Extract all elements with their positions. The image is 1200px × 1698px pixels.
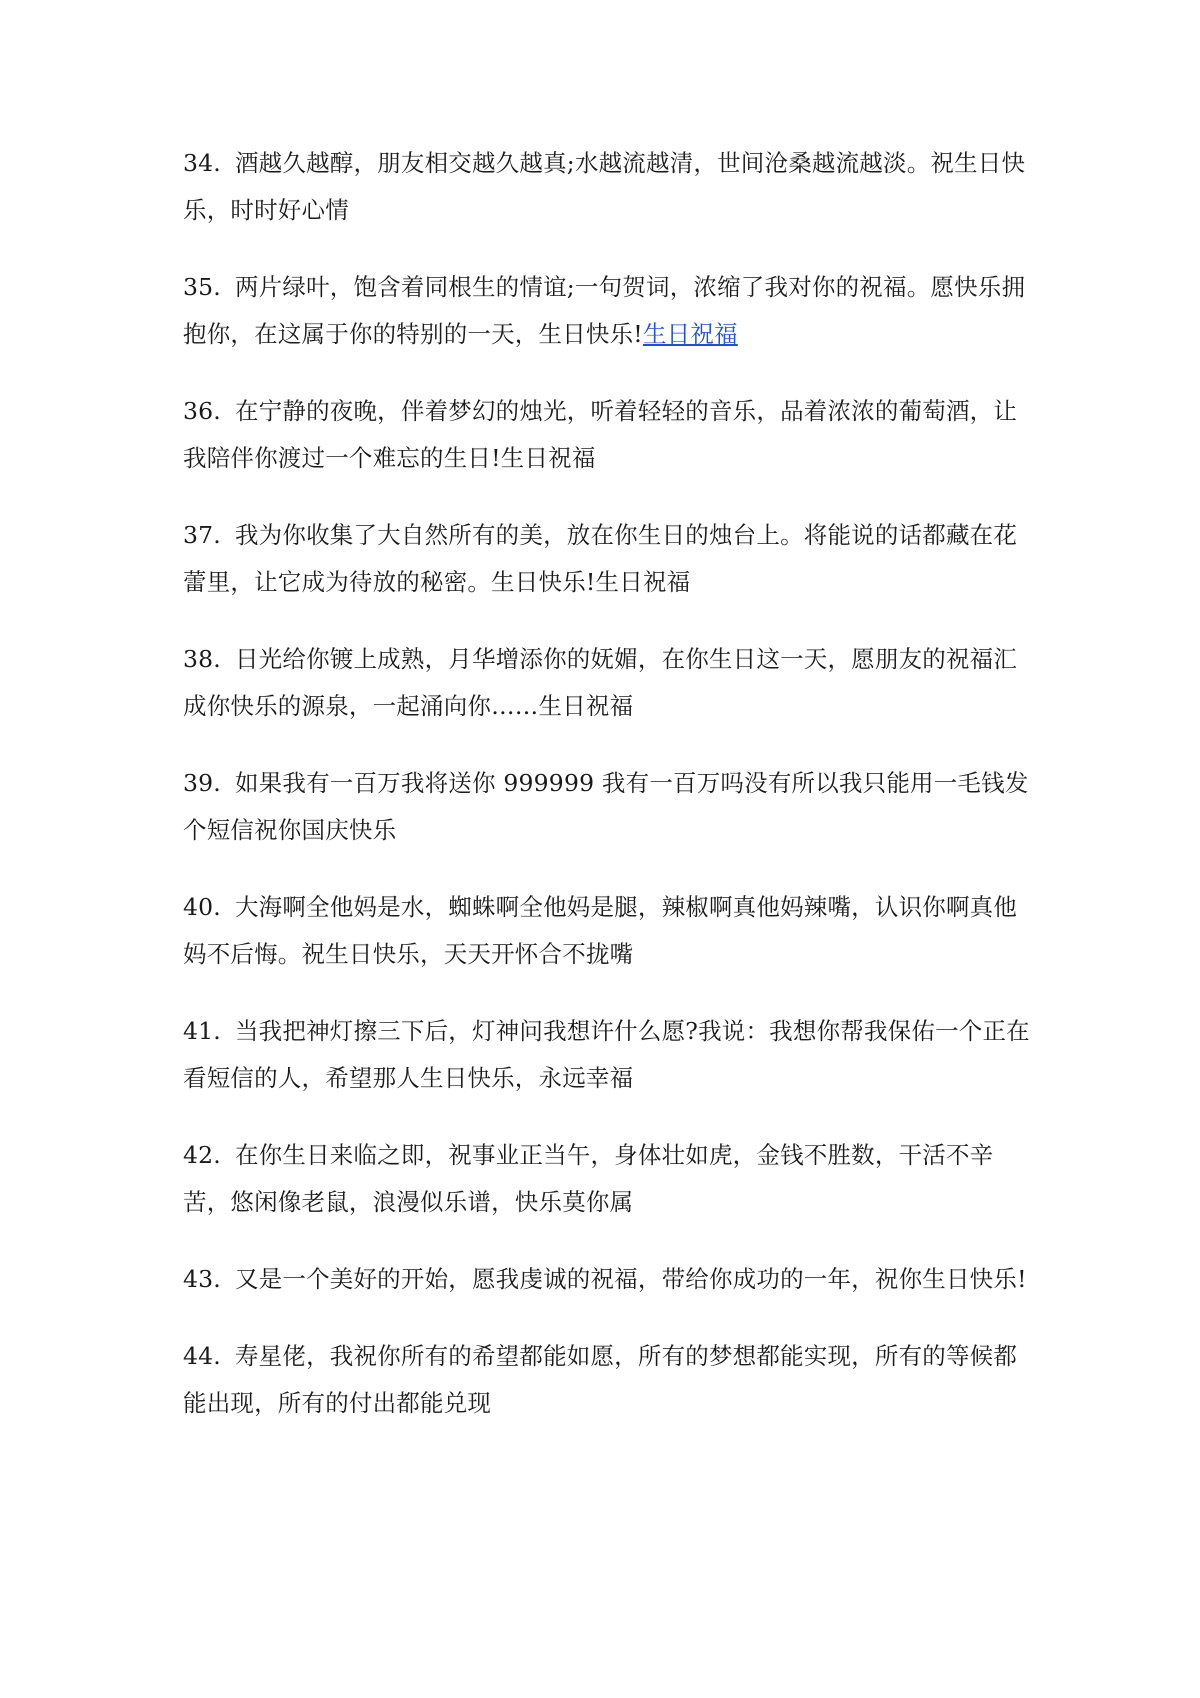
entry-number: 43. — [183, 1265, 221, 1293]
entry-number: 35. — [183, 273, 221, 301]
entry-list — [183, 140, 1033, 1457]
entry-number: 36. — [183, 397, 221, 425]
birthday-wishes-link[interactable]: 生日祝福 — [642, 320, 738, 348]
entry-text: 如果我有一百万我将送你 999999 我有一百万吗没有所以我只能用一毛钱发个短信祝你国庆快乐 — [183, 769, 1029, 844]
entry-number: 38. — [183, 645, 221, 673]
entry-text: 当我把神灯擦三下后，灯神问我想许什么愿?我说：我想你帮我保佑一个正在看短信的人，希望那人生日快乐，永远幸福 — [183, 1017, 1030, 1092]
entry-number: 44. — [183, 1342, 221, 1370]
list-item — [183, 760, 1033, 854]
list-item — [183, 1256, 1033, 1303]
entry-text: 两片绿叶，饱含着同根生的情谊;一句贺词，浓缩了我对你的祝福。愿快乐拥抱你，在这属于你的特别的一天，生日快乐! — [183, 273, 1026, 348]
list-item — [183, 1333, 1033, 1427]
entry-text: 酒越久越醇，朋友相交越久越真;水越流越清，世间沧桑越流越淡。祝生日快乐，时时好心情 — [183, 149, 1026, 224]
entry-number: 41. — [183, 1017, 221, 1045]
list-item — [183, 264, 1033, 358]
entry-text: 在你生日来临之即，祝事业正当午，身体壮如虎，金钱不胜数，干活不辛苦，悠闲像老鼠，浪漫似乐谱，快乐莫你属 — [183, 1141, 994, 1216]
list-item — [183, 388, 1033, 482]
entry-number: 40. — [183, 893, 221, 921]
entry-text: 寿星佬，我祝你所有的希望都能如愿，所有的梦想都能实现，所有的等候都能出现，所有的付出都能兑现 — [183, 1342, 1018, 1417]
entry-number: 37. — [183, 521, 221, 549]
list-item — [183, 512, 1033, 606]
entry-text: 我为你收集了大自然所有的美，放在你生日的烛台上。将能说的话都藏在花蕾里，让它成为待放的秘密。生日快乐!生日祝福 — [183, 521, 1018, 596]
entry-text: 在宁静的夜晚，伴着梦幻的烛光，听着轻轻的音乐，品着浓浓的葡萄酒，让我陪伴你渡过一个难忘的生日!生日祝福 — [183, 397, 1018, 472]
entry-number: 39. — [183, 769, 221, 797]
entry-number: 42. — [183, 1141, 221, 1169]
entry-text: 日光给你镀上成熟，月华增添你的妩媚，在你生日这一天，愿朋友的祝福汇成你快乐的源泉，一起涌向你……生日祝福 — [183, 645, 1018, 720]
list-item — [183, 636, 1033, 730]
entry-text: 大海啊全他妈是水，蜘蛛啊全他妈是腿，辣椒啊真他妈辣嘴，认识你啊真他妈不后悔。祝生日快乐，天天开怀合不拢嘴 — [183, 893, 1018, 968]
entry-number: 34. — [183, 149, 221, 177]
entry-text: 又是一个美好的开始，愿我虔诚的祝福，带给你成功的一年，祝你生日快乐! — [234, 1265, 1027, 1293]
list-item — [183, 140, 1033, 234]
list-item — [183, 884, 1033, 978]
list-item — [183, 1008, 1033, 1102]
list-item — [183, 1132, 1033, 1226]
